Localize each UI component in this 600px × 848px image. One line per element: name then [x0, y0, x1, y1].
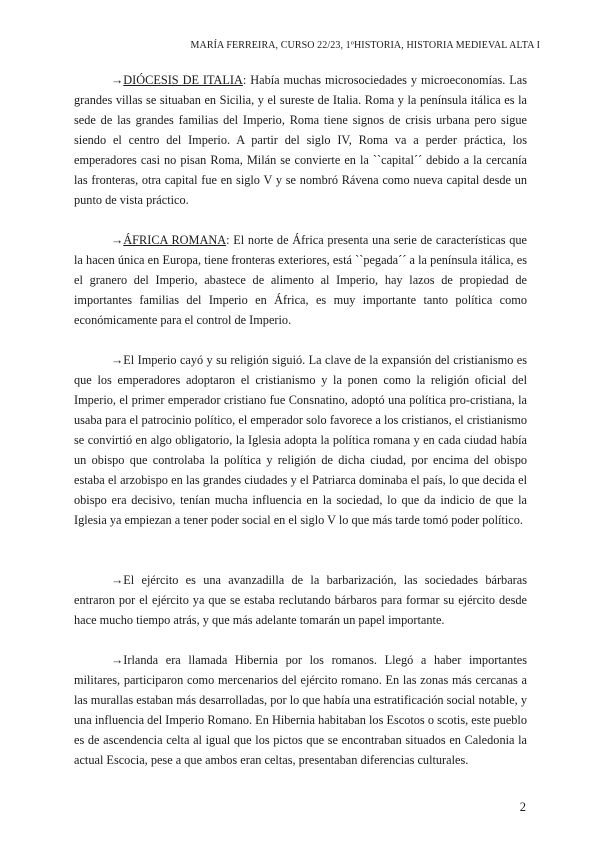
paragraph-text: El ejército es una avanzadilla de la barbarización, las sociedades bárbaras entraron por el ejército ya que se estaba reclutando bárbaros para formar su ejército desde hace mucho tiempo atrás, y que más adelante tomarán un papel importante.	[74, 573, 527, 627]
section-heading-africa: ÁFRICA ROMANA	[123, 233, 227, 247]
arrow-symbol: →	[111, 73, 124, 87]
paragraph-africa	[74, 230, 527, 330]
paragraph-text: : El norte de África presenta una serie de características que la hacen única en Europa, tiene fronteras exteriores, está ``pegada´´ a la península itálica, es el granero del Imperio, abastece de alimento al Imperio, hay lazos de propiedad de importantes familias del Imperio en África, es muy importante tanto política como económicamente para el control de Imperio.	[74, 233, 527, 327]
section-heading-italia: DIÓCESIS DE ITALIA	[123, 73, 243, 87]
arrow-symbol: →	[111, 653, 124, 667]
paragraph-ejercito	[74, 570, 527, 630]
page-header: MARÍA FERREIRA, CURSO 22/23, 1ºHISTORIA, HISTORIA MEDIEVAL ALTA I	[190, 40, 540, 51]
paragraph-text: : Había muchas microsociedades y microeconomías. Las grandes villas se situaban en Sicilia, y el sureste de Italia. Roma y la península itálica es la sede de las grandes familias del Imperio, Roma tiene signos de crisis urbana pero sigue siendo el centro del Imperio. A partir del siglo IV, Roma va a perder práctica, los emperadores casi no pisan Roma, Milán se convierte en la ``capital´´ debido a la cercanía las fronteras, otra capital fue en siglo V y se nombró Rávena como nueva capital desde un punto de vista práctico.	[74, 73, 528, 207]
paragraph-text: El Imperio cayó y su religión siguió. La clave de la expansión del cristianismo es que los emperadores adoptaron el cristianismo y la ponen como la religión oficial del Imperio, el primer emperador cristiano fue Consnatino, adoptó una política pro-cristiana, la usaba para el patrocinio político, el emperador solo favorece a los cristianos, el cristianismo se convirtió en algo obligatorio, la Iglesia adopta la política romana y en cada ciudad había un obispo que controlaba la política y religión de dicha ciudad, por encima del obispo estaba el arzobispo en las grandes ciudades y el Patriarca dominaba el país, lo que decida el obispo era decisivo, tenían mucha influencia en la sociedad, lo que da indicio de que la Iglesia ya empiezan a tener poder social en el siglo V lo que más tarde tomó poder político.	[74, 353, 527, 527]
paragraph-irlanda	[74, 650, 527, 770]
arrow-symbol: →	[111, 573, 124, 587]
document-body	[74, 70, 527, 790]
paragraph-religion	[74, 350, 527, 530]
arrow-symbol: →	[111, 233, 124, 247]
page-number: 2	[519, 800, 526, 814]
paragraph-italia	[74, 70, 527, 210]
arrow-symbol: →	[111, 353, 124, 367]
paragraph-text: Irlanda era llamada Hibernia por los romanos. Llegó a haber importantes militares, participaron como mercenarios del ejército romano. En las zonas más cercanas a las murallas estaban más desarrolladas, por lo que había una estratificación social notable, y una influencia del Imperio Romano. En Hibernia habitaban los Escotos o scotis, este pueblo es de ascendencia celta al igual que los pictos que se encontraban situados en Caledonia la actual Escocia, pese a que ambos eran celtas, presentaban diferencias culturales.	[74, 653, 527, 767]
